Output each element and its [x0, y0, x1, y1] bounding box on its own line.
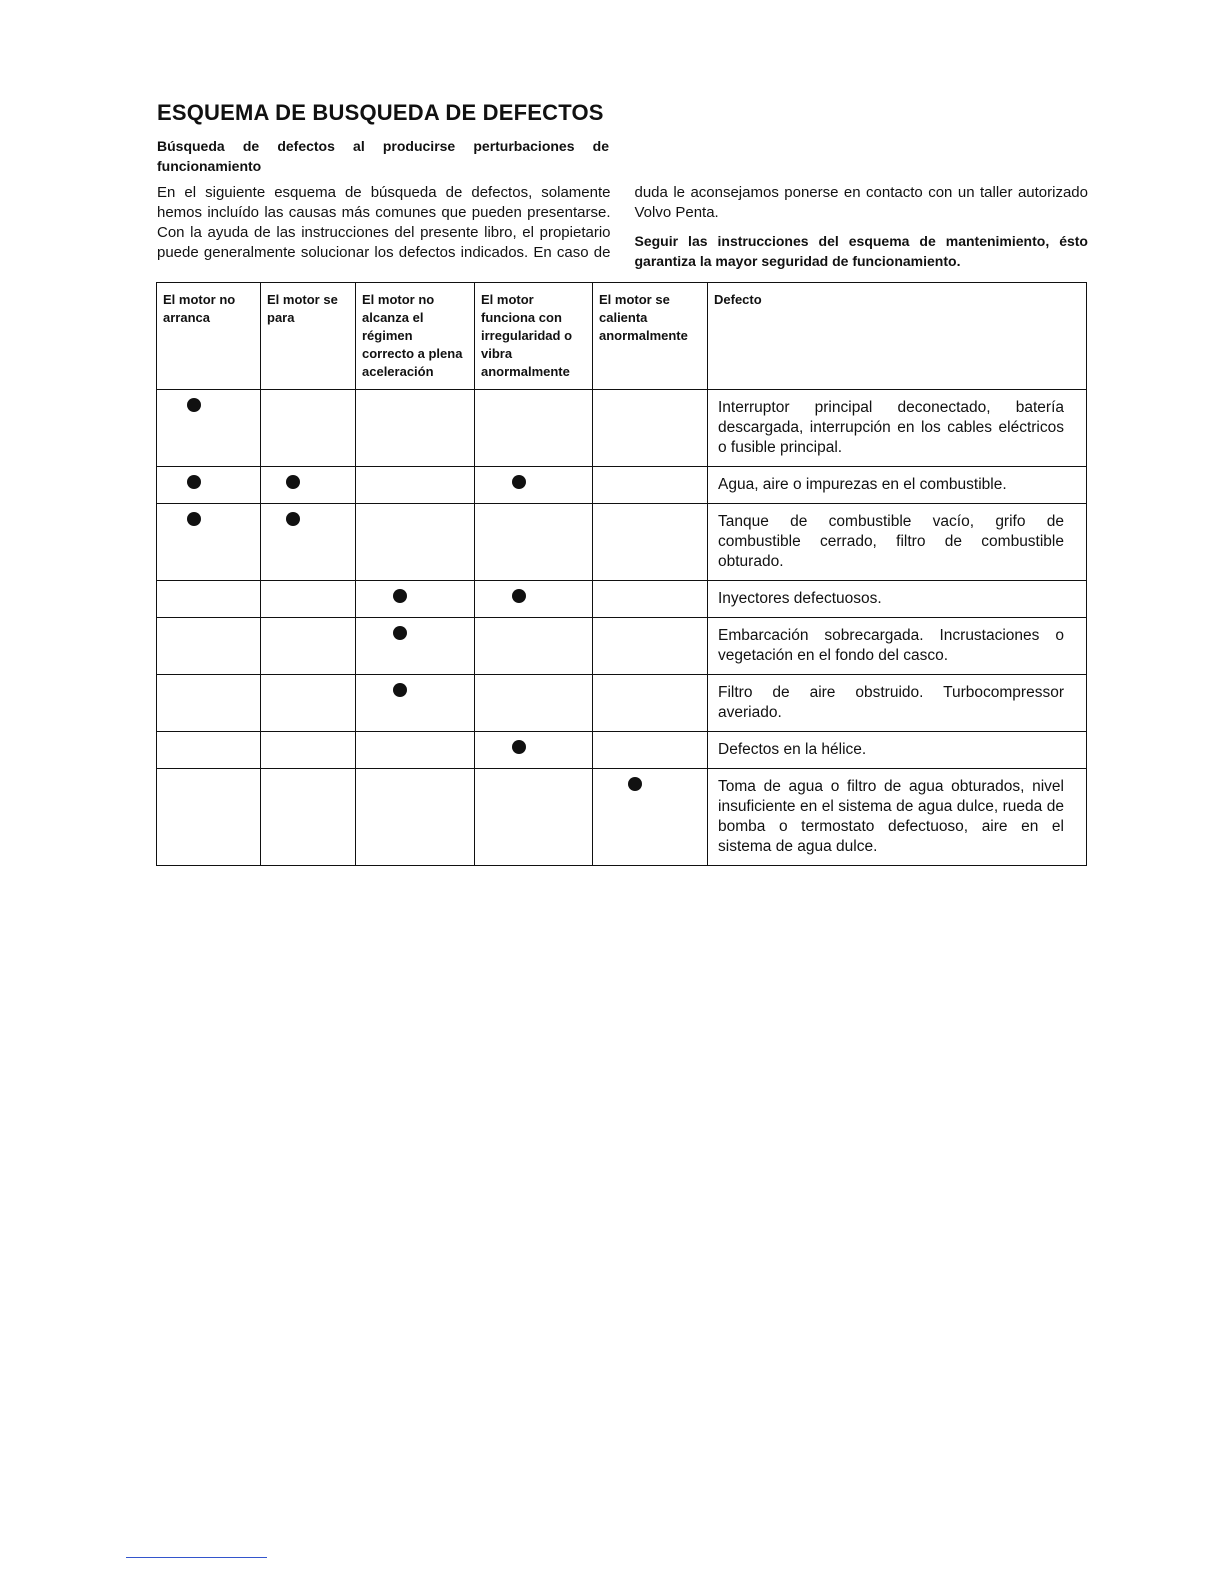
symptom-cell [356, 618, 475, 675]
symptom-cell [157, 618, 261, 675]
intro-left-column [157, 136, 609, 184]
symptom-cell [157, 504, 261, 581]
symptom-cell [356, 581, 475, 618]
symptom-cell [261, 390, 356, 467]
intro-body-columns [157, 183, 1088, 273]
maintenance-note: Seguir las instrucciones del esquema de mantenimiento, ésto garantiza la mayor seguridad de funcionamiento. [634, 233, 1088, 269]
table-row [157, 504, 1087, 581]
defect-description: Embarcación sobrecargada. Incrustaciones o vegetación en el fondo del casco. [708, 618, 1087, 675]
bullet-marker-icon [393, 683, 407, 697]
header-se-para: El motor se para [261, 283, 356, 390]
symptom-cell [261, 467, 356, 504]
header-irregularidad: El motor funciona con irregularidad o vibra anormalmente [475, 283, 593, 390]
symptom-cell [356, 390, 475, 467]
symptom-cell [356, 732, 475, 769]
symptom-cell [157, 581, 261, 618]
troubleshooting-table [156, 282, 1087, 866]
bullet-marker-icon [187, 398, 201, 412]
symptom-cell [475, 675, 593, 732]
defect-description: Defectos en la hélice. [708, 732, 1087, 769]
defect-description: Tanque de combustible vacío, grifo de combustible cerrado, filtro de combustible obturado. [708, 504, 1087, 581]
symptom-cell [356, 675, 475, 732]
page-title: ESQUEMA DE BUSQUEDA DE DEFECTOS [157, 100, 604, 125]
symptom-cell [261, 732, 356, 769]
symptom-cell [261, 581, 356, 618]
symptom-cell [261, 504, 356, 581]
symptom-cell [475, 618, 593, 675]
symptom-cell [593, 467, 708, 504]
defect-description: Interruptor principal deconectado, batería descargada, interrupción en los cables eléctricos o fusible principal. [708, 390, 1087, 467]
bullet-marker-icon [187, 475, 201, 489]
symptom-cell [157, 467, 261, 504]
table-row [157, 675, 1087, 732]
symptom-cell [593, 618, 708, 675]
defect-description: Agua, aire o impurezas en el combustible. [708, 467, 1087, 504]
symptom-cell [593, 675, 708, 732]
symptom-cell [261, 675, 356, 732]
symptom-cell [157, 769, 261, 866]
bullet-marker-icon [393, 626, 407, 640]
symptom-cell [475, 467, 593, 504]
symptom-cell [157, 732, 261, 769]
bullet-marker-icon [512, 589, 526, 603]
symptom-cell [475, 581, 593, 618]
table-row [157, 732, 1087, 769]
symptom-cell [475, 504, 593, 581]
bullet-marker-icon [512, 740, 526, 754]
symptom-cell [356, 769, 475, 866]
symptom-cell [593, 732, 708, 769]
symptom-cell [475, 769, 593, 866]
symptom-cell [356, 467, 475, 504]
bullet-marker-icon [286, 475, 300, 489]
symptom-cell [157, 675, 261, 732]
symptom-cell [157, 390, 261, 467]
table-row [157, 390, 1087, 467]
table-row [157, 581, 1087, 618]
intro-subheading: Búsqueda de defectos al producirse perturbaciones de funcionamiento [157, 138, 609, 174]
table-row [157, 618, 1087, 675]
table-row [157, 467, 1087, 504]
symptom-cell [475, 390, 593, 467]
symptom-cell [261, 769, 356, 866]
symptom-cell [593, 769, 708, 866]
symptom-cell [475, 732, 593, 769]
table-header-row [157, 283, 1087, 390]
defect-description: Filtro de aire obstruido. Turbocompressor averiado. [708, 675, 1087, 732]
symptom-cell [261, 618, 356, 675]
bullet-marker-icon [512, 475, 526, 489]
intro-paragraph: En el siguiente esquema de búsqueda de defectos, solamente hemos incluído las causas más comunes que pueden presentarse. Con la ayuda de las instrucciones del presente libro, el propietario puede generalmente solucionar los defectos indicados. En caso de duda le aconsejamos ponerse en contacto con un taller autorizado Volvo Penta. [157, 184, 1088, 261]
bullet-marker-icon [628, 777, 642, 791]
symptom-cell [593, 581, 708, 618]
defect-description: Inyectores defectuosos. [708, 581, 1087, 618]
header-no-arranca: El motor no arranca [157, 283, 261, 390]
header-se-calienta: El motor se calienta anormalmente [593, 283, 708, 390]
defect-description: Toma de agua o filtro de agua obturados, nivel insuficiente en el sistema de agua dulce, rueda de bomba o termostato defectuoso, aire en el sistema de agua dulce. [708, 769, 1087, 866]
header-defecto: Defecto [708, 283, 1087, 390]
bullet-marker-icon [286, 512, 300, 526]
symptom-cell [356, 504, 475, 581]
header-no-alcanza-regimen: El motor no alcanza el régimen correcto a plena aceleración [356, 283, 475, 390]
table-row [157, 769, 1087, 866]
symptom-cell [593, 390, 708, 467]
bullet-marker-icon [393, 589, 407, 603]
footer-rule [126, 1557, 267, 1558]
bullet-marker-icon [187, 512, 201, 526]
symptom-cell [593, 504, 708, 581]
